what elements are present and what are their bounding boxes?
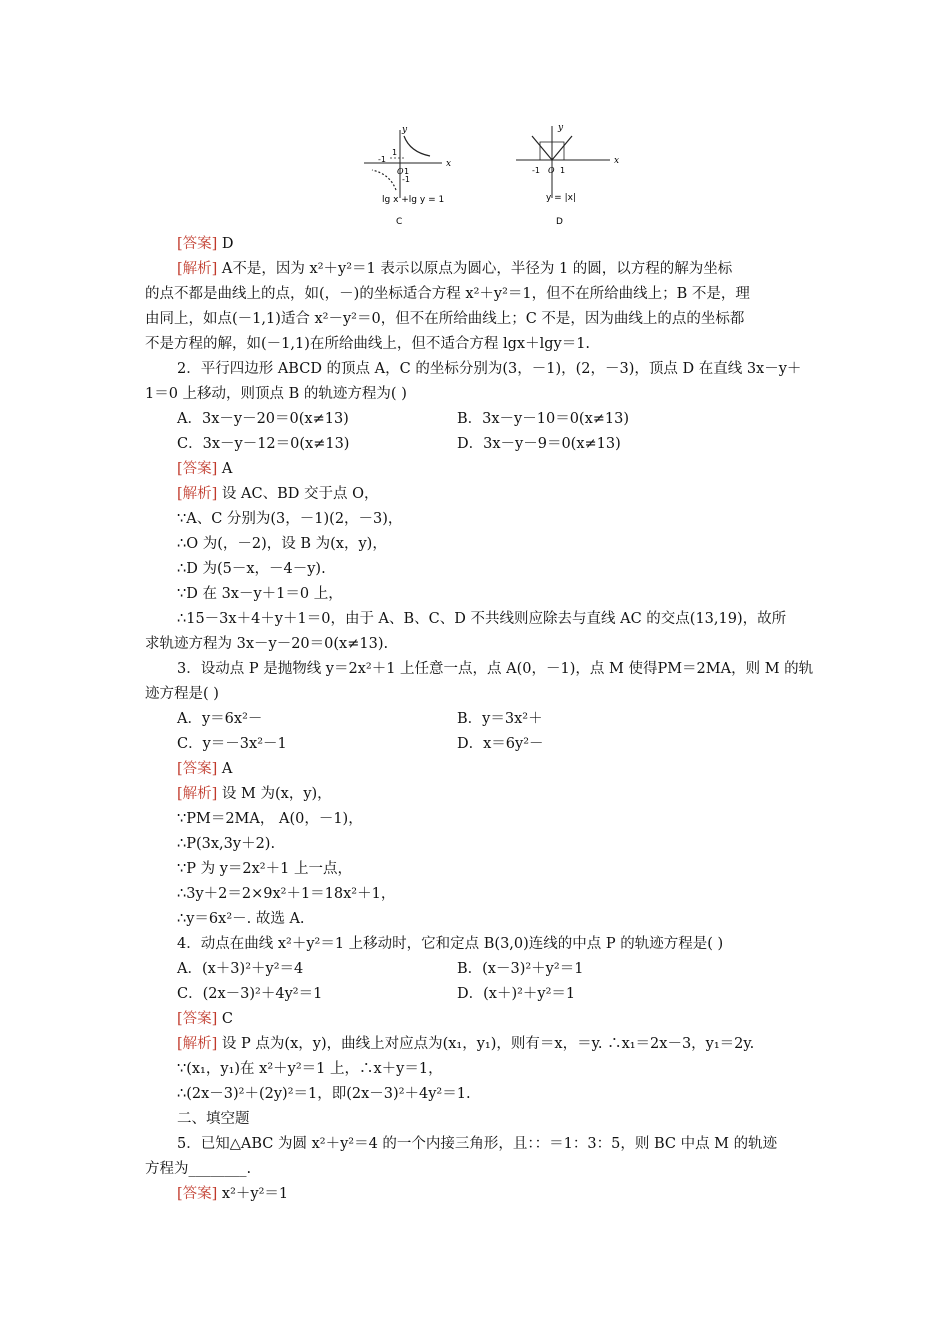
figure-letter: D bbox=[556, 217, 563, 227]
analysis-line: [解析] 设 AC、BD 交于点 O， bbox=[177, 486, 379, 502]
question-5: 5．已知△ABC 为圆 x²＋y²＝4 的一个内接三角形，且：：＝1：3：5，则 BC 中点 M 的轨迹 bbox=[177, 1136, 778, 1152]
option-a: A．(x＋3)²＋y²＝4 bbox=[177, 961, 304, 977]
answer-line: [答案] C bbox=[177, 1011, 234, 1027]
option-b: B．3x－y－10＝0(x≠13) bbox=[457, 411, 630, 427]
option-d: D．x＝6y²－ bbox=[457, 736, 544, 752]
option-b: B．y＝3x²＋ bbox=[457, 711, 543, 727]
axis-y-label: y bbox=[558, 123, 564, 133]
text-line: 的点不都是曲线上的点，如(，－)的坐标适合方程 x²＋y²＝1，但不在所给曲线上；B 不是，理 bbox=[145, 286, 750, 302]
origin-label: O bbox=[397, 167, 404, 176]
options-row bbox=[145, 957, 810, 982]
answer-line: [答案] A bbox=[177, 761, 233, 777]
text-line: ∵(x₁，y₁)在 x²＋y²＝1 上，∴x＋y＝1， bbox=[177, 1061, 443, 1077]
tick-label: 1 bbox=[560, 166, 566, 175]
figure-c bbox=[360, 118, 460, 230]
text-line: ∴P(3x,3y＋2). bbox=[177, 836, 276, 852]
figure-d bbox=[510, 118, 620, 230]
option-a: A．3x－y－20＝0(x≠13) bbox=[177, 411, 349, 427]
figure-letter: C bbox=[396, 217, 403, 227]
analysis-tag: [解析] bbox=[177, 261, 218, 277]
option-c: C．3x－y－12＝0(x≠13) bbox=[177, 436, 350, 452]
option-b: B．(x－3)²＋y²＝1 bbox=[457, 961, 584, 977]
axis-x-label: x bbox=[614, 156, 620, 166]
analysis-line: [解析] A不是，因为 x²＋y²＝1 表示以原点为圆心，半径为 1 的圆，以方程的解为坐标 bbox=[177, 261, 733, 277]
tick-label: -1 bbox=[402, 175, 410, 184]
answer-line: [答案] D bbox=[177, 236, 234, 252]
analysis-tag: [解析] bbox=[177, 1036, 218, 1052]
text-line: ∵PM＝2MA， A(0，－1)， bbox=[177, 811, 363, 827]
axis-y-label: y bbox=[402, 125, 408, 135]
tick-label: 1 bbox=[392, 148, 398, 157]
analysis-line: [解析] 设 P 点为(x，y)，曲线上对应点为(x₁，y₁)，则有＝x，＝y. ∴x₁＝2x－3，y₁＝2y. bbox=[177, 1036, 755, 1052]
text-line: ∴y＝6x²－. 故选 A. bbox=[177, 911, 305, 927]
text-line: ∵A、C 分别为(3，－1)(2，－3)， bbox=[177, 511, 403, 527]
text-line: 由同上，如点(－1,1)适合 x²－y²＝0，但不在所给曲线上；C 不是，因为曲线上的点的坐标都 bbox=[145, 311, 745, 327]
option-c: C．(2x－3)²＋4y²＝1 bbox=[177, 986, 323, 1002]
answer-tag: [答案] bbox=[177, 236, 218, 252]
option-c: C．y＝－3x²－1 bbox=[177, 736, 287, 752]
text-line: ∴D 为(5－x，－4－y). bbox=[177, 561, 326, 577]
text-line: ∵D 在 3x－y＋1＝0 上， bbox=[177, 586, 343, 602]
options-row bbox=[145, 732, 810, 757]
text-line: ∴O 为(，－2)，设 B 为(x，y)， bbox=[177, 536, 387, 552]
text-line: 不是方程的解，如(－1,1)在所给曲线上，但不适合方程 lgx＋lgy＝1. bbox=[145, 336, 591, 352]
tick-label: -1 bbox=[378, 155, 386, 164]
option-d: D．(x＋)²＋y²＝1 bbox=[457, 986, 576, 1002]
solution-text bbox=[145, 232, 814, 1207]
question-4: 4．动点在曲线 x²＋y²＝1 上移动时，它和定点 B(3,0)连线的中点 P 的轨迹方程是( ) bbox=[177, 936, 724, 952]
figure-caption: y = |x| bbox=[546, 193, 576, 203]
analysis-tag: [解析] bbox=[177, 786, 218, 802]
answer-line: [答案] x²＋y²＝1 bbox=[177, 1186, 289, 1202]
options-row bbox=[145, 407, 810, 432]
answer-tag: [答案] bbox=[177, 761, 218, 777]
figure-row bbox=[360, 118, 630, 230]
answer-line: [答案] A bbox=[177, 461, 233, 477]
analysis-tag: [解析] bbox=[177, 486, 218, 502]
figure-caption: lg x +lg y = 1 bbox=[382, 195, 445, 205]
text-line: ∴(2x－3)²＋(2y)²＝1，即(2x－3)²＋4y²＝1. bbox=[177, 1086, 471, 1102]
text-line: 方程为________. bbox=[145, 1161, 252, 1177]
text-line: ∴3y＋2＝2×9x²＋1＝18x²＋1， bbox=[177, 886, 396, 902]
text-line: 迹方程是( ) bbox=[145, 686, 219, 702]
options-row bbox=[145, 707, 810, 732]
graph-abs-icon bbox=[510, 118, 620, 230]
axis-x-label: x bbox=[446, 159, 452, 169]
analysis-line: [解析] 设 M 为(x，y)， bbox=[177, 786, 332, 802]
graph-lgx-lgy-icon bbox=[360, 118, 460, 230]
tick-label: 1 bbox=[404, 167, 410, 176]
question-3: 3．设动点 P 是抛物线 y＝2x²＋1 上任意一点，点 A(0，－1)，点 M 使得PM＝2MA，则 M 的轨 bbox=[177, 661, 814, 677]
option-a: A．y＝6x²－ bbox=[177, 711, 263, 727]
answer-tag: [答案] bbox=[177, 1011, 218, 1027]
origin-label: O bbox=[548, 166, 555, 175]
section-heading: 二、填空题 bbox=[177, 1111, 250, 1127]
options-row bbox=[145, 982, 810, 1007]
answer-tag: [答案] bbox=[177, 461, 218, 477]
text-line: 1＝0 上移动，则顶点 B 的轨迹方程为( ) bbox=[145, 386, 407, 402]
options-row bbox=[145, 432, 810, 457]
text-line: 求轨迹方程为 3x－y－20＝0(x≠13). bbox=[145, 636, 389, 652]
answer-tag: [答案] bbox=[177, 1186, 218, 1202]
question-2: 2．平行四边形 ABCD 的顶点 A，C 的坐标分别为(3，－1)，(2，－3)，顶点 D 在直线 3x－y＋ bbox=[177, 361, 802, 377]
text-line: ∵P 为 y＝2x²＋1 上一点， bbox=[177, 861, 352, 877]
tick-label: -1 bbox=[532, 166, 540, 175]
text-line: ∴15－3x＋4＋y＋1＝0，由于 A、B、C、D 不共线则应除去与直线 AC 的交点(13,19)，故所 bbox=[177, 611, 787, 627]
option-d: D．3x－y－9＝0(x≠13) bbox=[457, 436, 621, 452]
